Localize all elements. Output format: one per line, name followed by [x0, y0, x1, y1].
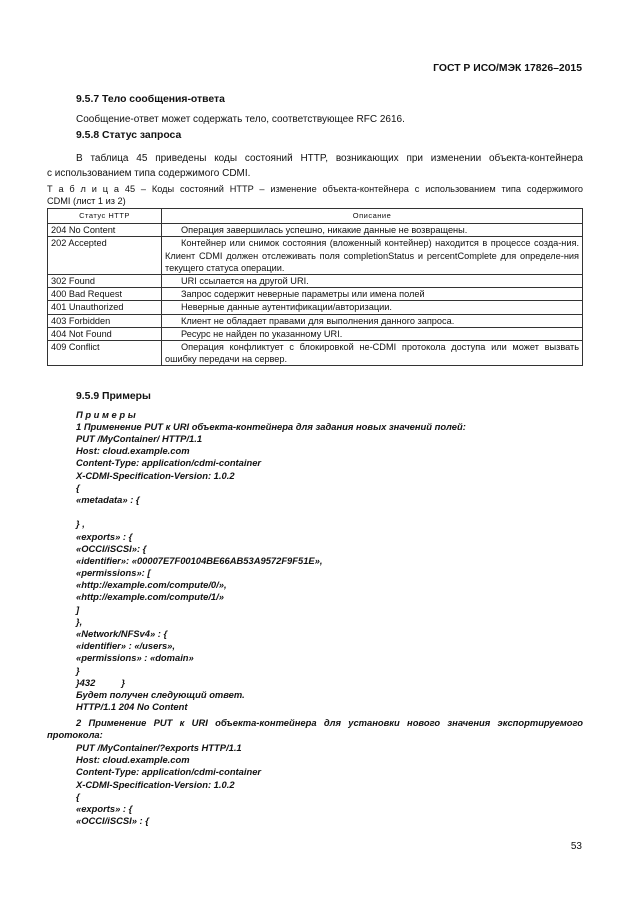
code-line: «OCCI/iSCSI»: { — [76, 542, 147, 554]
description-text: Контейнер или снимок состояния (вложенный контейнер) находится в процессе созда-ния. Клиент CDMI должен отслеживать поля completionStatus и percentComplete для определе-ния текущего статуса операции. — [165, 238, 579, 273]
example-2-title-line1: 2 Применение PUT к URI объекта-контейнера для установки нового значения экспортируемого — [76, 717, 583, 728]
section-9-5-8-line2: с использованием типа содержимого CDMI. — [47, 168, 251, 179]
status-code-cell: 409 Conflict — [48, 341, 162, 366]
code-line: } , — [76, 518, 85, 530]
table-header-description: Описание — [162, 209, 583, 224]
document-header: ГОСТ Р ИСО/МЭК 17826–2015 — [433, 63, 582, 74]
status-description-cell — [162, 327, 583, 340]
code-line — [76, 506, 323, 518]
table-row — [48, 341, 583, 366]
code-line: Host: cloud.example.com — [76, 445, 190, 457]
code-line: «identifier»: «00007E7F00104BE66AB53A9572F9F51E», — [76, 554, 323, 566]
code-line: «identifier» : «/users», — [76, 640, 176, 652]
status-description-cell — [162, 301, 583, 314]
example-2-title-line2: протокола: — [47, 729, 103, 740]
description-text: URI ссылается на другой URI. — [181, 276, 309, 287]
table-header-status: Статус HTTP — [48, 209, 162, 224]
table-row — [48, 288, 583, 301]
table-row — [48, 314, 583, 327]
page-number: 53 — [570, 841, 582, 852]
table-row — [48, 301, 583, 314]
code-line: HTTP/1.1 204 No Content — [76, 701, 188, 713]
status-code-cell: 404 Not Found — [48, 327, 162, 340]
table-row — [48, 275, 583, 288]
status-code-cell: 204 No Content — [48, 224, 162, 237]
status-description-cell — [162, 314, 583, 327]
description-text: Запрос содержит неверные параметры или имена полей — [181, 289, 425, 300]
status-code-cell: 403 Forbidden — [48, 314, 162, 327]
section-9-5-8-title: 9.5.8 Статус запроса — [76, 130, 182, 141]
code-line: X-CDMI-Specification-Version: 1.0.2 — [76, 778, 235, 790]
status-description-cell — [162, 341, 583, 366]
code-line: Content-Type: application/cdmi-container — [76, 457, 262, 469]
code-line: Content-Type: application/cdmi-container — [76, 766, 262, 778]
code-line: «Network/NFSv4» : { — [76, 628, 168, 639]
code-line: «OCCI/iSCSI» : { — [76, 815, 149, 827]
section-9-5-9-title: 9.5.9 Примеры — [76, 391, 151, 402]
code-line: X-CDMI-Specification-Version: 1.0.2 — [76, 469, 235, 481]
status-description-cell — [162, 237, 583, 275]
section-9-5-8-line1: В таблица 45 приведены коды состояний HTTP, возникающих при изменении объекта-контейнера — [76, 153, 583, 164]
code-line: }432 } — [76, 676, 125, 688]
section-9-5-7-text: Сообщение-ответ может содержать тело, соответствующее RFC 2616. — [76, 114, 405, 125]
code-line: Будет получен следующий ответ. — [76, 688, 245, 700]
example-1-title: 1 Применение PUT к URI объекта-контейнера для задания новых значений полей: — [76, 421, 466, 432]
code-line: { — [76, 481, 80, 493]
description-text: Неверные данные аутентификации/авторизации. — [181, 302, 392, 313]
status-code-cell: 400 Bad Request — [48, 288, 162, 301]
code-line: «exports» : { — [76, 802, 133, 814]
code-line: ] — [76, 603, 80, 615]
table-row — [48, 224, 583, 237]
description-text: Операция конфликтует с блокировкой не-CDMI протокола доступа или может вызвать ошибку передачи на сервер. — [165, 342, 579, 365]
example-1-code — [76, 433, 323, 713]
status-code-cell: 401 Unauthorized — [48, 301, 162, 314]
example-2-code — [76, 742, 261, 827]
code-line: «http://example.com/compute/1/» — [76, 591, 224, 603]
table-row — [48, 327, 583, 340]
code-line: «exports» : { — [76, 530, 133, 542]
status-code-cell: 302 Found — [48, 275, 162, 288]
code-line: } — [76, 664, 80, 676]
status-description-cell — [162, 288, 583, 301]
code-line: PUT /MyContainer/ HTTP/1.1 — [76, 433, 203, 444]
section-9-5-7-title: 9.5.7 Тело сообщения-ответа — [76, 94, 225, 105]
status-description-cell — [162, 275, 583, 288]
code-line: }, — [76, 615, 83, 627]
code-line: «permissions» : «domain» — [76, 652, 194, 664]
description-text: Операция завершилась успешно, никакие данные не возвращены. — [181, 225, 468, 236]
table-header-row — [48, 209, 583, 224]
code-line: Host: cloud.example.com — [76, 754, 190, 766]
table-caption-line2: CDMI (лист 1 из 2) — [47, 196, 126, 206]
description-text: Ресурс не найден по указанному URI. — [181, 328, 343, 339]
status-code-cell: 202 Accepted — [48, 237, 162, 275]
http-status-table — [47, 208, 583, 366]
table-caption-line1: Т а б л и ц а 45 – Коды состояний HTTP – изменение объекта-контейнера с использованием типа содержимого — [47, 184, 583, 194]
status-description-cell — [162, 224, 583, 237]
examples-label: П р и м е р ы — [76, 409, 136, 420]
code-line: «permissions»: [ — [76, 567, 151, 579]
description-text: Клиент не обладает правами для выполнения данного запроса. — [181, 315, 455, 326]
code-line: «http://example.com/compute/0/», — [76, 579, 227, 591]
code-line: { — [76, 790, 80, 802]
code-line: «metadata» : { — [76, 493, 140, 505]
code-line: PUT /MyContainer/?exports HTTP/1.1 — [76, 742, 242, 753]
table-row — [48, 237, 583, 275]
